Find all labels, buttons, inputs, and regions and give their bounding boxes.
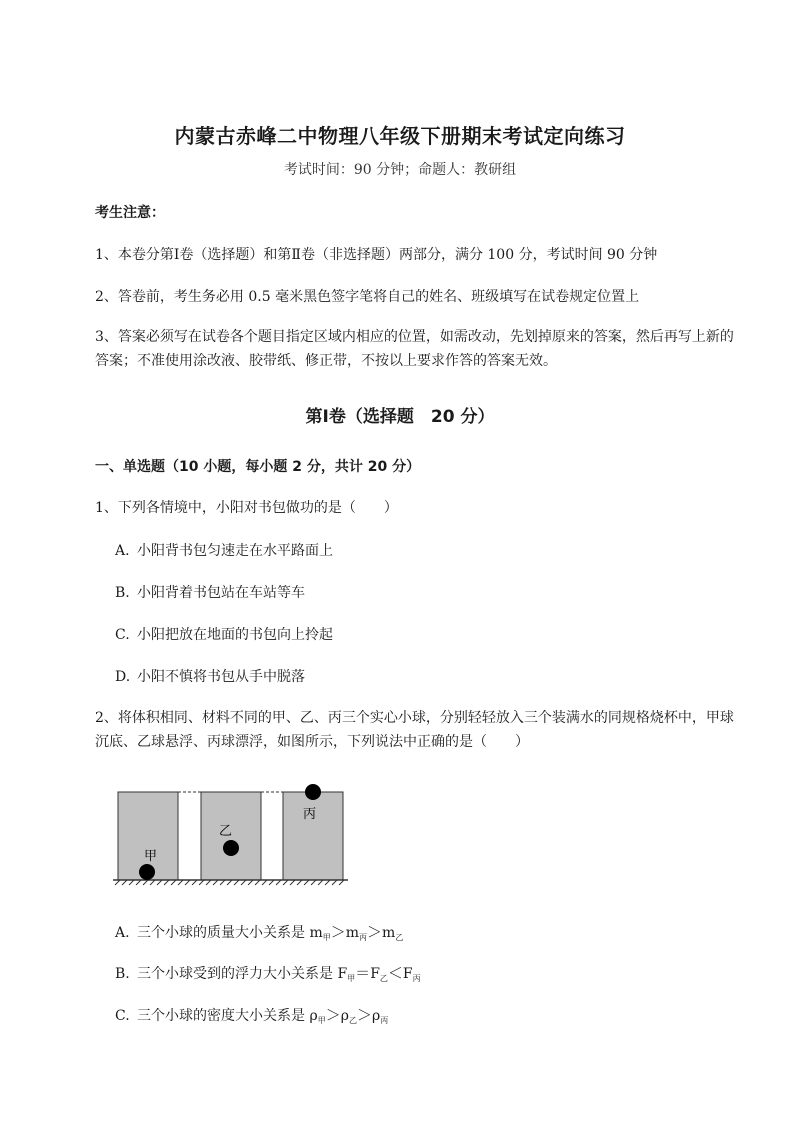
q2-option-a[interactable] xyxy=(115,921,403,943)
question-1-stem: 1、下列各情境中，小阳对书包做功的是（ ） xyxy=(95,500,398,516)
notice-item-1: 1、本卷分第Ⅰ卷（选择题）和第Ⅱ卷（非选择题）两部分，满分 100 分，考试时间 90 分钟 xyxy=(95,247,658,263)
q2-option-b[interactable] xyxy=(115,962,421,984)
option-text: 小阳把放在地面的书包向上拎起 xyxy=(137,627,333,643)
relation: ＝ xyxy=(355,964,371,982)
subscript: 甲 xyxy=(322,933,331,942)
option-letter: C. xyxy=(115,1008,130,1024)
symbol: F xyxy=(402,966,413,982)
beakers-diagram xyxy=(110,780,355,890)
option-text: 三个小球受到的浮力大小关系是 xyxy=(137,966,338,982)
subscript: 丙 xyxy=(359,933,368,942)
option-letter: A. xyxy=(115,925,130,941)
subscript: 乙 xyxy=(395,933,404,942)
ball-jia xyxy=(139,864,155,880)
symbol: ρ xyxy=(340,1008,349,1024)
subscript: 甲 xyxy=(347,974,356,983)
relation: ＞ xyxy=(356,1006,372,1024)
label-jia: 甲 xyxy=(144,849,158,864)
notice-item-2: 2、答卷前，考生务必用 0.5 毫米黑色签字笔将自己的姓名、班级填写在试卷规定位置上 xyxy=(95,289,640,305)
q1-option-d[interactable] xyxy=(115,666,305,686)
symbol: ρ xyxy=(309,1008,318,1024)
symbol: m xyxy=(309,925,323,941)
option-text: 三个小球的密度大小关系是 xyxy=(137,1008,310,1024)
section-title: 第Ⅰ卷（选择题 20 分） xyxy=(305,407,495,427)
question-2-stem: 2、将体积相同、材料不同的甲、乙、丙三个实心小球，分别轻轻放入三个装满水的同规格烧杯中，甲球沉底、乙球悬浮、丙球漂浮，如图所示，下列说法中正确的是（ ） xyxy=(95,710,734,750)
subscript: 乙 xyxy=(348,1016,357,1025)
relation: ＞ xyxy=(367,923,383,941)
symbol: F xyxy=(370,966,380,982)
q1-option-c[interactable] xyxy=(115,624,333,644)
subscript: 丙 xyxy=(412,974,421,983)
option-letter: D. xyxy=(115,669,131,685)
option-letter: B. xyxy=(115,585,130,601)
symbol: F xyxy=(337,966,348,982)
subscript: 乙 xyxy=(379,974,388,983)
subscript: 丙 xyxy=(380,1016,389,1025)
relation: ＞ xyxy=(325,1006,341,1024)
symbol: ρ xyxy=(371,1008,381,1024)
option-letter: A. xyxy=(115,543,130,559)
q1-option-b[interactable] xyxy=(115,582,305,602)
part-heading: 一、单选题（10 小题，每小题 2 分，共计 20 分） xyxy=(95,459,421,475)
option-text: 三个小球的质量大小关系是 xyxy=(137,925,310,941)
option-letter: B. xyxy=(115,966,130,982)
notice-heading: 考生注意： xyxy=(95,205,165,221)
label-yi: 乙 xyxy=(219,824,233,839)
option-text: 小阳背着书包站在车站等车 xyxy=(137,585,305,601)
relation: ＜ xyxy=(387,964,403,982)
ball-bing xyxy=(305,784,321,800)
symbol: m xyxy=(382,925,396,941)
notice-item-3: 3、答案必须写在试卷各个题目指定区域内相应的位置，如需改动，先划掉原来的答案，然后再写上新的答案；不准使用涂改液、胶带纸、修正带，不按以上要求作答的答案无效。 xyxy=(95,329,734,369)
ball-yi xyxy=(223,840,239,856)
subscript: 甲 xyxy=(317,1016,326,1025)
symbol: m xyxy=(345,925,360,941)
q1-option-a[interactable] xyxy=(115,540,333,560)
relation: ＞ xyxy=(330,923,346,941)
beaker-bing xyxy=(283,792,343,880)
q2-option-c[interactable] xyxy=(115,1004,388,1026)
label-bing: 丙 xyxy=(303,807,317,822)
option-text: 小阳不慎将书包从手中脱落 xyxy=(137,669,305,685)
option-letter: C. xyxy=(115,627,130,643)
option-text: 小阳背书包匀速走在水平路面上 xyxy=(137,543,333,559)
exam-info: 考试时间：90 分钟；命题人：教研组 xyxy=(283,162,517,178)
page-title: 内蒙古赤峰二中物理八年级下册期末考试定向练习 xyxy=(174,124,626,148)
